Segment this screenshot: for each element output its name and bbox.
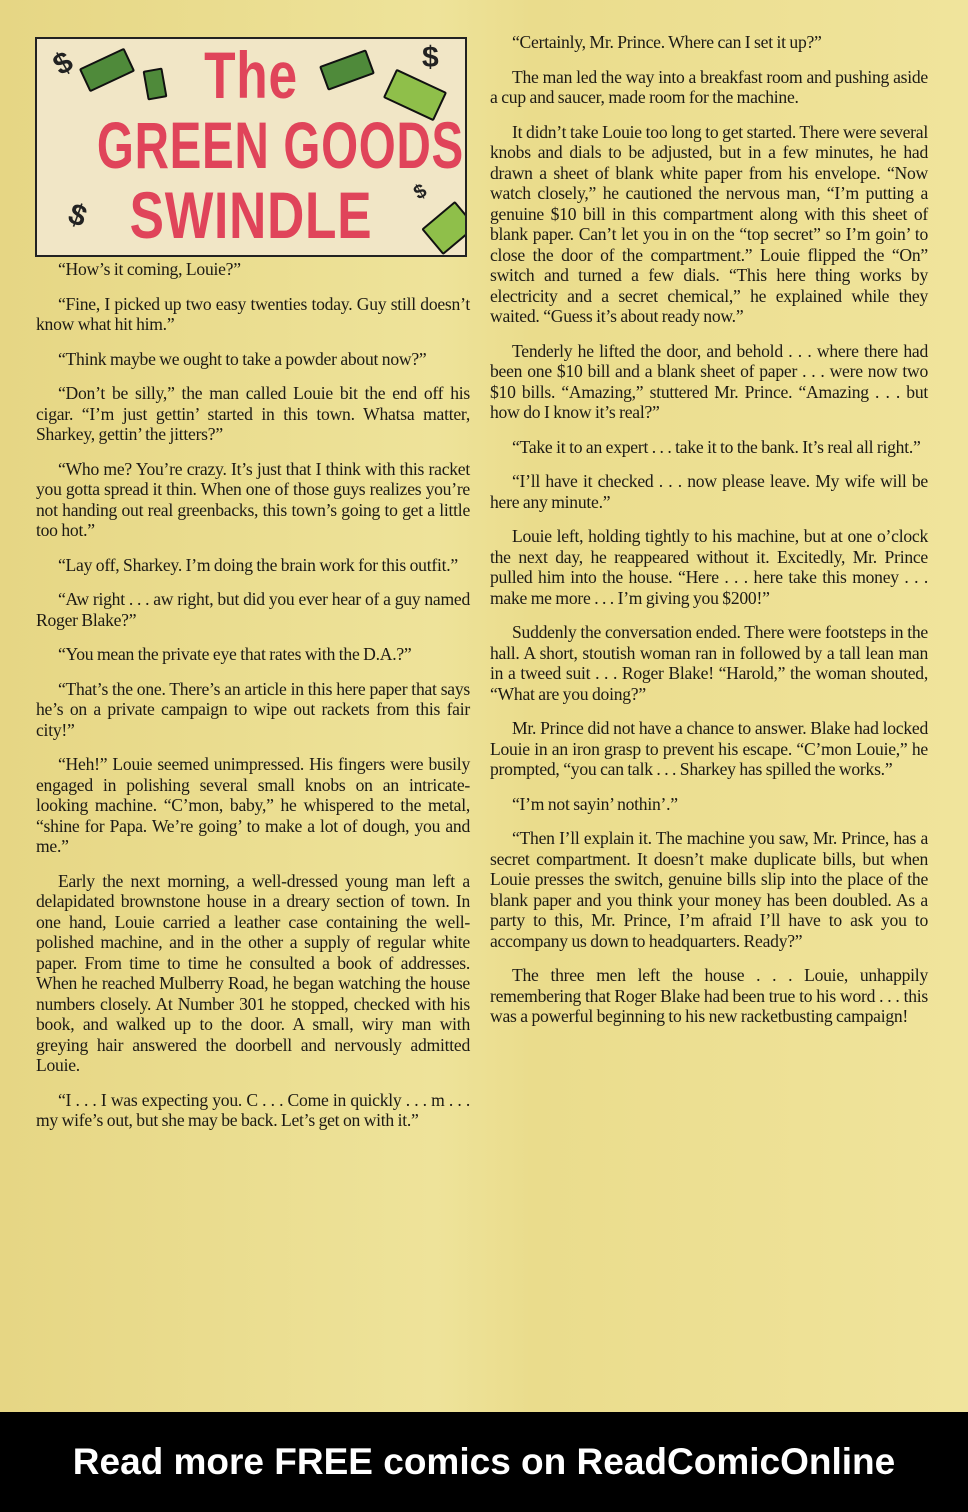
dollar-sign-icon: $ (47, 45, 79, 83)
title-line-2: GREEN GOODS (96, 108, 464, 182)
paragraph: The man led the way into a breakfast room and pushing aside a cup and saucer, made room for the machine. (490, 66, 928, 107)
paragraph: “Lay off, Sharkey. I’m doing the brain work for this outfit.” (58, 554, 458, 575)
promo-banner[interactable]: Read more FREE comics on ReadComicOnline (0, 1412, 968, 1512)
left-text-column (36, 259, 470, 1145)
paragraph: “Who me? You’re crazy. It’s just that I think with this racket you gotta spread it thin. When one of those guys realizes you’re not handing out real greenbacks, this town’s going to get a little too hot.” (36, 458, 470, 540)
paragraph: Suddenly the conversation ended. There were footsteps in the hall. A short, stoutish woman ran in followed by a tall lean man in a tweed suit . . . Roger Blake! “Harold,” the woman shouted, “What are you doing?” (490, 622, 928, 704)
title-line-3: SWINDLE (129, 178, 373, 252)
title-box (35, 37, 467, 257)
paragraph: “How’s it coming, Louie?” (58, 259, 241, 279)
paragraph: Louie left, holding tightly to his machine, but at one o’clock the next day, he reappeared without it. Excitedly, Mr. Prince pulled him into the house. “Here . . . here take this money . . . make me more . . . I’m giving you $200!” (490, 526, 928, 608)
paragraph: “Fine, I picked up two easy twenties today. Guy still doesn’t know what hit him.” (36, 293, 470, 334)
dollar-sign-icon: $ (422, 41, 439, 74)
paragraph: “I . . . I was expecting you. C . . . Come in quickly . . . m . . . my wife’s out, but she may be back. Let’s get on with it.” (36, 1089, 470, 1130)
paragraph: “Aw right . . . aw right, but did you ever hear of a guy named Roger Blake?” (36, 589, 470, 630)
paragraph: “I’m not sayin’ nothin’.” (512, 793, 678, 814)
dollar-bill-icon (421, 201, 467, 255)
paragraph: “You mean the private eye that rates with the D.A.?” (58, 644, 412, 664)
paragraph: It didn’t take Louie too long to get started. There were several knobs and dials to be adjusted, but in a few minutes, he had drawn a sheet of blank white paper from his envelope. “Now watch closely,” he cautioned the nervous man, “I’m putting a genuine $10 bill in this compartment along with this sheet of blank paper. Can’t let you in on the “top secret” so I’m goin’ to close the door of the compartment.” Louie flipped the “On” switch and turned a few dials. “This here thing works by electricity and a secret chemical,” he explained while they waited. “Guess it’s about ready now.” (490, 121, 928, 326)
dollar-sign-icon: $ (409, 179, 431, 205)
paragraph: “Then I’ll explain it. The machine you saw, Mr. Prince, has a secret compartment. It doesn’t make duplicate bills, but when Louie presses the switch, genuine bills slip into the place of the blank paper and you think your money has been doubled. As a party to this, Mr. Prince, I’m afraid I’ll have to ask you to accompany us down to headquarters. Ready?” (490, 828, 928, 951)
paragraph: Mr. Prince did not have a chance to answer. Blake had locked Louie in an iron grasp to prevent his escape. “C’mon Louie,” he prompted, “you can talk . . . Sharkey has spilled the works.” (490, 718, 928, 779)
paragraph: “Think maybe we ought to take a powder about now?” (58, 348, 427, 369)
paragraph: “Take it to an expert . . . take it to the bank. It’s real all right.” (512, 436, 921, 457)
dollar-sign-icon: $ (64, 197, 91, 234)
title-line-1: The (204, 38, 298, 112)
paragraph: “Certainly, Mr. Prince. Where can I set it up?” (512, 32, 822, 52)
paragraph: The three men left the house . . . Louie, unhappily remembering that Roger Blake had been true to his word . . . this was a powerful beginning to his new racketbusting campaign! (490, 965, 928, 1026)
right-text-column (490, 32, 928, 1041)
paragraph: Tenderly he lifted the door, and behold . . . where there had been one $10 bill and a blank sheet of paper . . . were now two $10 bills. “Amazing,” stuttered Mr. Prince. “Amazing . . . but how do I know it’s real?” (490, 340, 928, 422)
paragraph: “Don’t be silly,” the man called Louie bit the end off his cigar. “I’m just gettin’ started in this town. Whatsa matter, Sharkey, gettin’ the jitters?” (36, 383, 470, 444)
paragraph: “That’s the one. There’s an article in this here paper that says he’s on a private campaign to wipe out rackets from this fair city!” (36, 678, 470, 740)
paragraph: “I’ll have it checked . . . now please leave. My wife will be here any minute.” (490, 471, 928, 512)
paragraph: “Heh!” Louie seemed unimpressed. His fingers were busily engaged in polishing several small knobs on an intricate-looking machine. “C’mon, baby,” he whispered to the metal, “shine for Papa. We’re going’ to make a lot of dough, you and me.” (36, 754, 470, 856)
paragraph: Early the next morning, a well-dressed young man left a delapidated brownstone house in a dreary section of town. In one hand, Louie carried a leather case containing the well-polished machine, and in the other a supply of regular white paper. From time to time he consulted a book of addresses. When he reached Mulberry Road, he began watching the house numbers closely. At Number 301 he stopped, checked with his book, and walked up to the door. A small, wiry man with greying hair answered the doorbell and nervously admitted Louie. (36, 870, 470, 1075)
